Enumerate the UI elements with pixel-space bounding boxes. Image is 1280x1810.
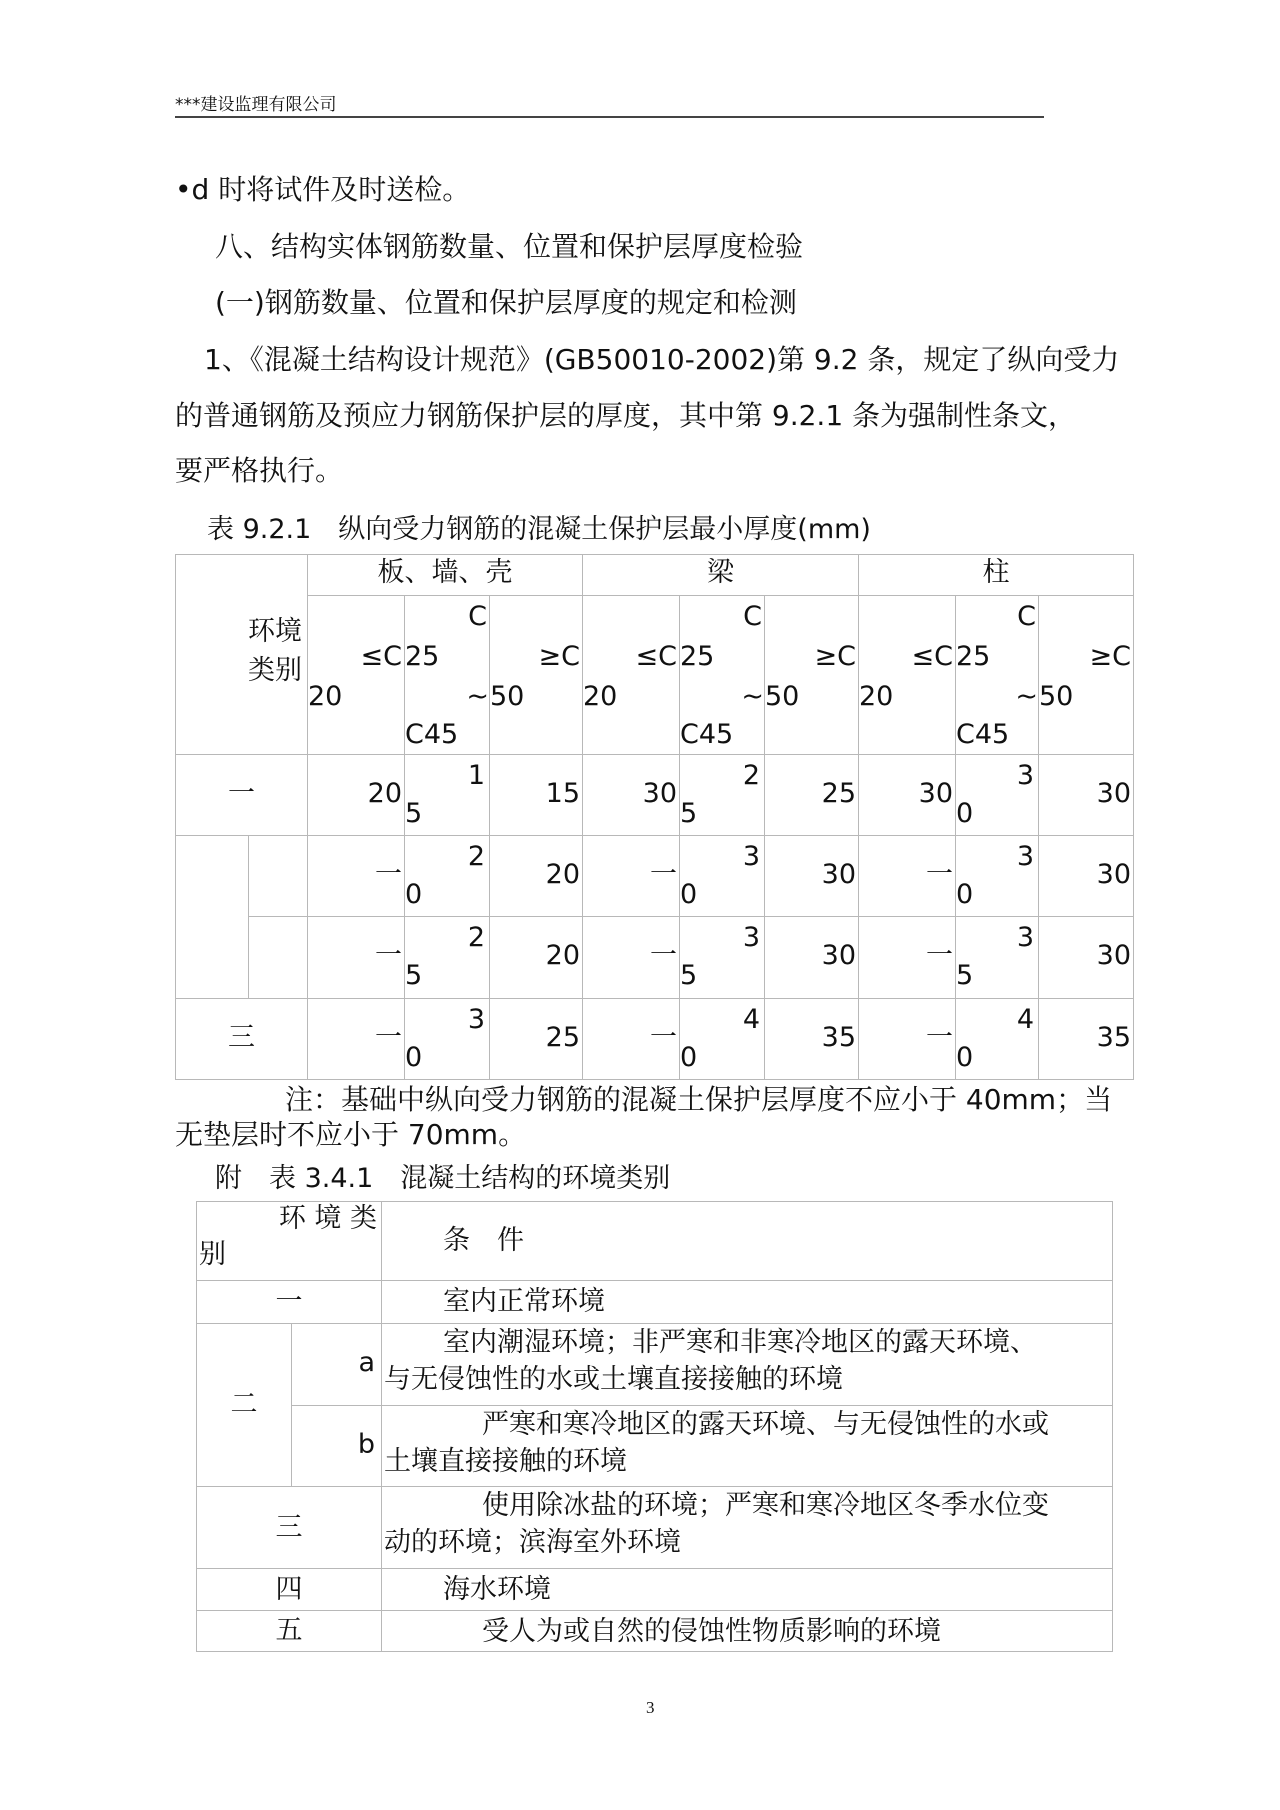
cell-value: 35	[821, 1022, 856, 1053]
condition-text: 使用除冰盐的环境；严寒和寒冷地区冬季水位变	[482, 1490, 1049, 1521]
table-cell	[291, 1405, 382, 1487]
grade-text: 25	[405, 641, 440, 672]
table-cell	[489, 998, 583, 1080]
subsection-heading: (一)钢筋数量、位置和保护层厚度的规定和检测	[215, 286, 797, 319]
cell-value: 20	[367, 778, 402, 809]
condition-header: 条 件	[443, 1225, 524, 1256]
page-number: 3	[646, 1698, 655, 1717]
table-cell	[404, 916, 490, 999]
cell-value: 30	[642, 778, 677, 809]
table-cell	[582, 998, 680, 1080]
env-label: 环境	[248, 616, 302, 647]
table-cell	[381, 1280, 1113, 1324]
grade-text: C	[743, 601, 762, 632]
cell-value: 3	[1016, 841, 1034, 872]
table-cell	[381, 1201, 1113, 1281]
table-cell	[1038, 835, 1134, 917]
cell-value: 4	[1016, 1004, 1034, 1035]
table-cell	[1038, 916, 1134, 999]
grade-text: 50	[1039, 681, 1074, 712]
table-cell	[858, 554, 1134, 596]
condition-text: 动的环境；滨海室外环境	[384, 1527, 681, 1558]
cell-value: 30	[1096, 778, 1131, 809]
cell-value: 2	[467, 922, 485, 953]
table-cell	[489, 916, 583, 999]
table-cell	[679, 595, 765, 755]
condition-text: 土壤直接接触的环境	[384, 1446, 627, 1477]
table-cell	[955, 754, 1039, 836]
grade-text: ~	[1015, 681, 1038, 712]
table-cell	[175, 835, 249, 999]
table-cell	[381, 1610, 1113, 1652]
body-line: •d 时将试件及时送检。	[175, 173, 471, 206]
table-cell	[196, 1323, 292, 1487]
cell-value: 3	[1016, 922, 1034, 953]
cell-value: 0	[405, 1042, 423, 1073]
grade-text: ~	[466, 681, 489, 712]
table-cell	[858, 595, 956, 755]
cell-value: 30	[821, 940, 856, 971]
table-cell	[764, 754, 859, 836]
section-heading: 八、结构实体钢筋数量、位置和保护层厚度检验	[215, 230, 804, 263]
table-cell	[404, 835, 490, 917]
table1-note: 无垫层时不应小于 70mm。	[175, 1118, 527, 1151]
table-cell	[196, 1280, 382, 1324]
cell-value: 2	[742, 760, 760, 791]
grade-text: ~	[741, 681, 764, 712]
table-cell	[307, 835, 405, 917]
grade-text: C45	[680, 719, 734, 750]
cover-thickness-table	[175, 554, 1133, 1079]
grade-text: ≥C	[1089, 641, 1131, 672]
table-cell	[955, 835, 1039, 917]
cell-value: 20	[545, 859, 580, 890]
cell-value: 5	[956, 960, 974, 991]
cell-value: 一	[375, 1022, 402, 1053]
table-cell	[175, 998, 308, 1080]
table-cell	[404, 754, 490, 836]
table-cell	[582, 835, 680, 917]
table-cell	[175, 554, 308, 755]
table-cell	[489, 595, 583, 755]
condition-text: 严寒和寒冷地区的露天环境、与无侵蚀性的水或	[482, 1409, 1049, 1440]
cell-value: 2	[467, 841, 485, 872]
cell-value: 25	[545, 1022, 580, 1053]
group-header: 梁	[707, 557, 734, 588]
category-label: 四	[275, 1573, 303, 1605]
cell-value: 3	[742, 841, 760, 872]
cell-value: 1	[467, 760, 485, 791]
grade-text: 50	[765, 681, 800, 712]
grade-text: C	[1017, 601, 1036, 632]
env-header: 环 境 类	[278, 1203, 377, 1234]
cell-value: 5	[680, 960, 698, 991]
table-cell	[764, 916, 859, 999]
table-cell	[955, 998, 1039, 1080]
table-cell	[248, 916, 308, 999]
cell-value: 一	[375, 940, 402, 971]
table-cell	[858, 835, 956, 917]
table-cell	[955, 595, 1039, 755]
condition-text: 受人为或自然的侵蚀性物质影响的环境	[482, 1616, 941, 1647]
table-cell	[1038, 998, 1134, 1080]
cell-value: 35	[1096, 1022, 1131, 1053]
cell-value: 30	[821, 859, 856, 890]
grade-text: 25	[956, 641, 991, 672]
table-cell	[175, 754, 308, 836]
table-cell	[679, 916, 765, 999]
condition-text: 室内正常环境	[443, 1286, 605, 1317]
cell-value: 一	[650, 1022, 677, 1053]
table-cell	[196, 1568, 382, 1611]
table-cell	[307, 595, 405, 755]
cell-value: 0	[956, 879, 974, 910]
table-cell	[307, 998, 405, 1080]
cell-value: 一	[926, 940, 953, 971]
body-line: 要严格执行。	[175, 454, 344, 487]
cell-value: 一	[926, 859, 953, 890]
table-cell	[381, 1568, 1113, 1611]
table-cell	[404, 595, 490, 755]
table1-caption: 表 9.2.1 纵向受力钢筋的混凝土保护层最小厚度(mm)	[207, 514, 871, 545]
table-cell	[955, 916, 1039, 999]
cell-value: 0	[680, 1042, 698, 1073]
cell-value: 30	[918, 778, 953, 809]
table-cell	[764, 595, 859, 755]
condition-text: 海水环境	[443, 1574, 551, 1605]
cell-value: 3	[742, 922, 760, 953]
env-label: 类别	[248, 655, 302, 686]
grade-text: C45	[956, 719, 1010, 750]
table-cell	[196, 1610, 382, 1652]
grade-text: C	[468, 601, 487, 632]
grade-text: ≤C	[360, 641, 402, 672]
cell-value: 0	[956, 1042, 974, 1073]
group-header: 柱	[982, 557, 1010, 588]
grade-text: ≥C	[538, 641, 580, 672]
cell-value: 一	[926, 1022, 953, 1053]
cell-value: 3	[467, 1004, 485, 1035]
cell-value: 0	[956, 798, 974, 829]
table-cell	[1038, 754, 1134, 836]
table-cell	[248, 835, 308, 917]
condition-text: 室内潮湿环境；非严寒和非寒冷地区的露天环境、	[443, 1327, 1037, 1358]
cell-value: 一	[650, 940, 677, 971]
cell-value: 5	[405, 960, 423, 991]
table-cell	[764, 835, 859, 917]
cell-value: 5	[680, 798, 698, 829]
grade-text: ≤C	[635, 641, 677, 672]
category-label: 三	[275, 1511, 303, 1543]
cell-value: 25	[821, 778, 856, 809]
table-cell	[489, 754, 583, 836]
table-cell	[1038, 595, 1134, 755]
table-cell	[381, 1486, 1113, 1569]
header-rule	[175, 116, 1044, 118]
grade-text: 20	[859, 681, 894, 712]
table-cell	[307, 916, 405, 999]
table-cell	[196, 1201, 382, 1281]
table-cell	[307, 754, 405, 836]
table-cell	[381, 1405, 1113, 1487]
body-line: 1、《混凝土结构设计规范》(GB50010-2002)第 9.2 条，规定了纵向受力	[204, 343, 1120, 376]
row-label: 一	[228, 778, 255, 809]
grade-text: 25	[680, 641, 715, 672]
grade-text: 20	[583, 681, 618, 712]
category-label: 一	[275, 1286, 303, 1317]
grade-text: 20	[308, 681, 343, 712]
table-cell	[291, 1323, 382, 1406]
category-label: 五	[275, 1615, 303, 1646]
cell-value: 5	[405, 798, 423, 829]
table-cell	[858, 754, 956, 836]
table-cell	[381, 1323, 1113, 1406]
category-label: 二	[230, 1389, 258, 1420]
environment-category-table	[196, 1201, 1112, 1651]
table1-note: 注：基础中纵向受力钢筋的混凝土保护层厚度不应小于 40mm；当	[285, 1083, 1113, 1116]
table-cell	[307, 554, 583, 596]
table-cell	[196, 1486, 382, 1569]
cell-value: 0	[405, 879, 423, 910]
cell-value: 30	[1096, 940, 1131, 971]
grade-text: ≥C	[814, 641, 856, 672]
body-line: 的普通钢筋及预应力钢筋保护层的厚度，其中第 9.2.1 条为强制性条文，	[175, 399, 1077, 432]
table-cell	[582, 554, 859, 596]
table-cell	[582, 916, 680, 999]
table-cell	[489, 835, 583, 917]
cell-value: 15	[545, 778, 580, 809]
table-cell	[582, 754, 680, 836]
cell-value: 20	[545, 940, 580, 971]
cell-value: 一	[650, 859, 677, 890]
table-cell	[404, 998, 490, 1080]
cell-value: 30	[1096, 859, 1131, 890]
env-header: 别	[199, 1239, 226, 1270]
running-header: ***建设监理有限公司	[175, 95, 337, 115]
cell-value: 3	[1016, 760, 1034, 791]
condition-text: 与无侵蚀性的水或土壤直接接触的环境	[384, 1364, 843, 1395]
grade-text: C45	[405, 719, 459, 750]
subcategory-label: b	[357, 1429, 375, 1460]
table-cell	[679, 998, 765, 1080]
table2-caption: 附 表 3.4.1 混凝土结构的环境类别	[215, 1163, 671, 1194]
subcategory-label: a	[358, 1347, 375, 1378]
group-header: 板、墙、壳	[377, 557, 513, 588]
cell-value: 4	[742, 1004, 760, 1035]
table-cell	[858, 916, 956, 999]
cell-value: 0	[680, 879, 698, 910]
grade-text: ≤C	[911, 641, 953, 672]
table-cell	[858, 998, 956, 1080]
grade-text: 50	[490, 681, 525, 712]
table-cell	[679, 835, 765, 917]
table-cell	[679, 754, 765, 836]
table-cell	[582, 595, 680, 755]
cell-value: 一	[375, 859, 402, 890]
row-label: 三	[228, 1022, 255, 1053]
table-cell	[764, 998, 859, 1080]
